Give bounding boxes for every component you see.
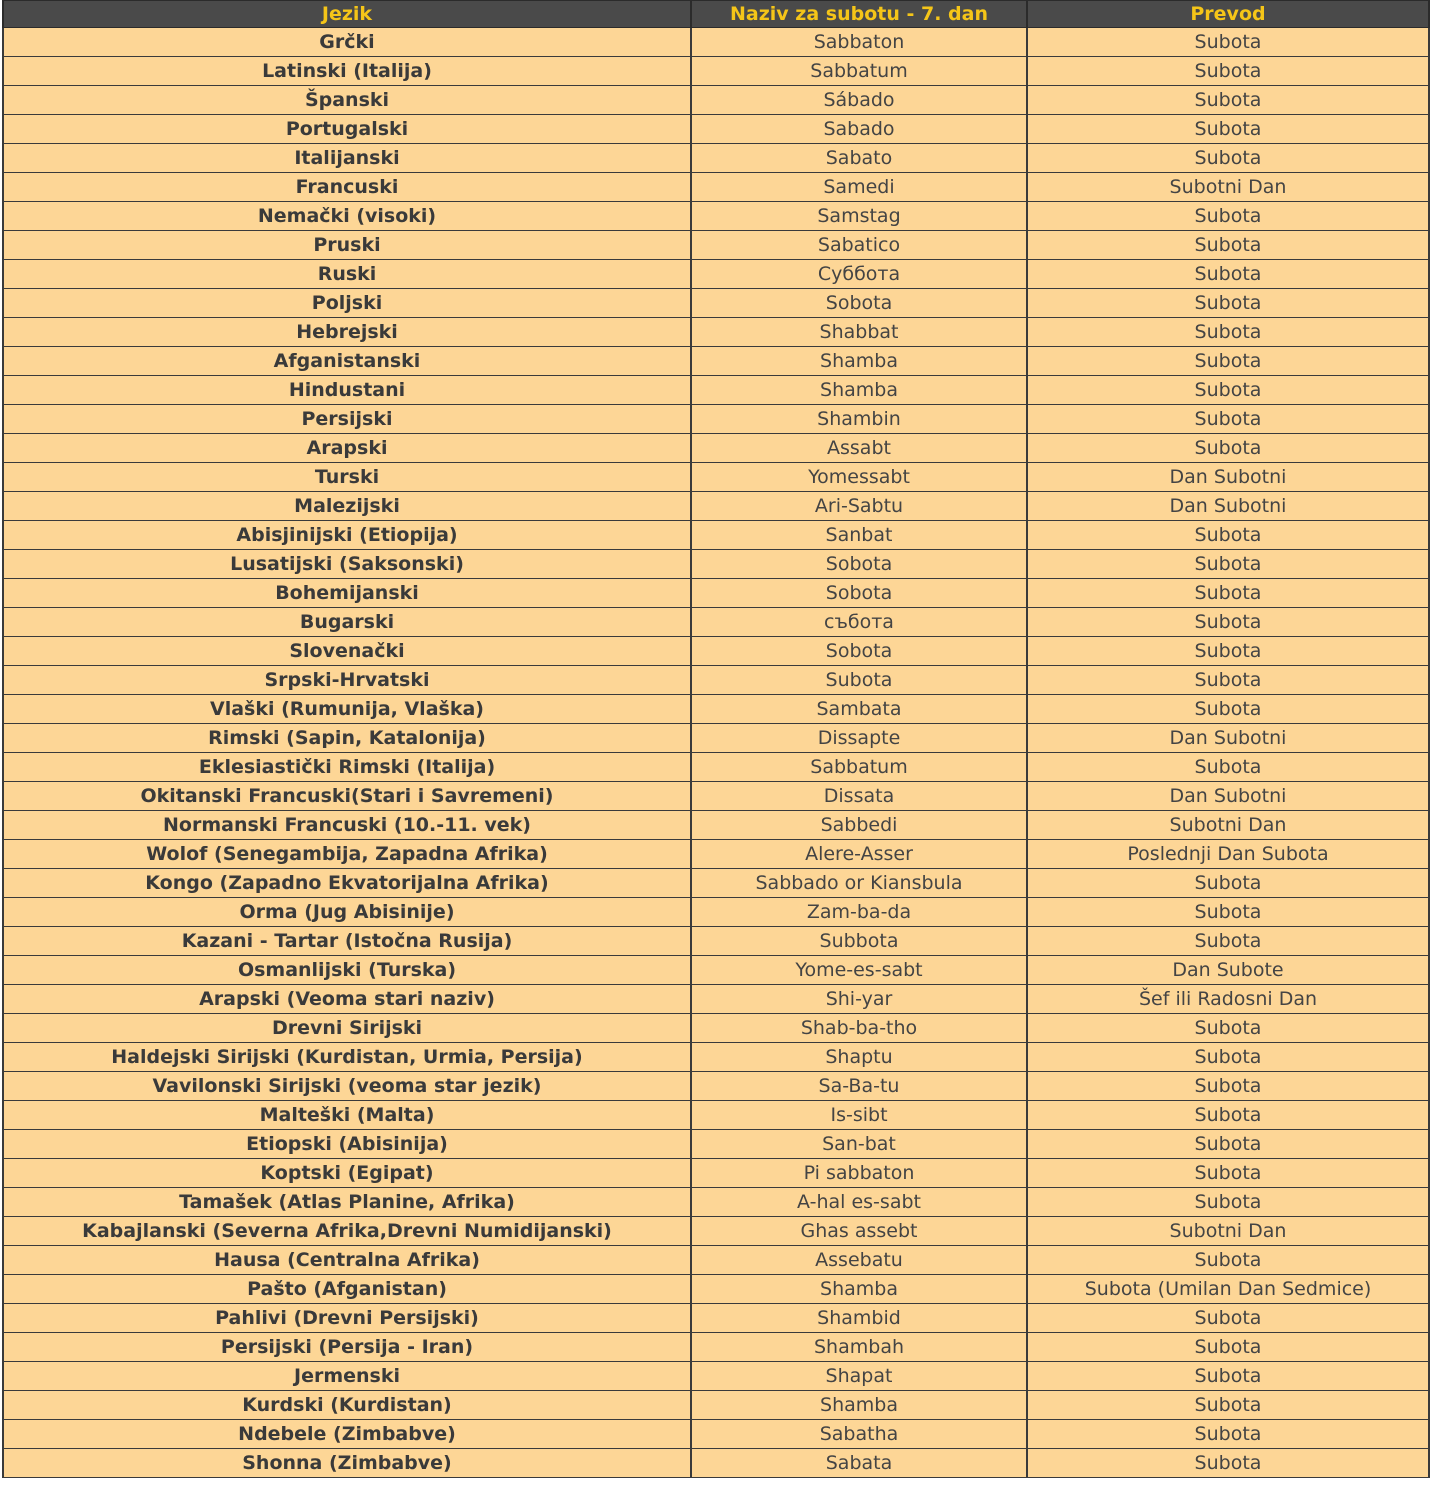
cell-saturday-name: Dissata bbox=[691, 782, 1027, 811]
cell-language: Hebrejski bbox=[3, 318, 691, 347]
cell-saturday-name: Shamba bbox=[691, 1391, 1027, 1420]
cell-language: Srpski-Hrvatski bbox=[3, 666, 691, 695]
table-row bbox=[3, 289, 1429, 318]
cell-translation: Subota bbox=[1027, 231, 1429, 260]
table-row bbox=[3, 1217, 1429, 1246]
table-row bbox=[3, 521, 1429, 550]
cell-language: Kurdski (Kurdistan) bbox=[3, 1391, 691, 1420]
cell-language: Hindustani bbox=[3, 376, 691, 405]
table-row bbox=[3, 202, 1429, 231]
cell-saturday-name: Samstag bbox=[691, 202, 1027, 231]
cell-language: Grčki bbox=[3, 28, 691, 57]
cell-language: Wolof (Senegambija, Zapadna Afrika) bbox=[3, 840, 691, 869]
cell-saturday-name: Sobota bbox=[691, 550, 1027, 579]
cell-language: Pašto (Afganistan) bbox=[3, 1275, 691, 1304]
table-row bbox=[3, 753, 1429, 782]
cell-language: Eklesiastički Rimski (Italija) bbox=[3, 753, 691, 782]
table-row bbox=[3, 1362, 1429, 1391]
cell-saturday-name: Shambid bbox=[691, 1304, 1027, 1333]
table-row bbox=[3, 1159, 1429, 1188]
cell-translation: Subotni Dan bbox=[1027, 173, 1429, 202]
table-row bbox=[3, 695, 1429, 724]
cell-language: Abisjinijski (Etiopija) bbox=[3, 521, 691, 550]
cell-translation: Subota bbox=[1027, 144, 1429, 173]
cell-translation: Šef ili Radosni Dan bbox=[1027, 985, 1429, 1014]
table-row bbox=[3, 347, 1429, 376]
cell-translation: Subota bbox=[1027, 753, 1429, 782]
table-row bbox=[3, 840, 1429, 869]
cell-translation: Subota bbox=[1027, 86, 1429, 115]
cell-language: Rimski (Sapin, Katalonija) bbox=[3, 724, 691, 753]
table-row bbox=[3, 608, 1429, 637]
cell-translation: Subotni Dan bbox=[1027, 1217, 1429, 1246]
table-row bbox=[3, 28, 1429, 57]
cell-translation: Subota (Umilan Dan Sedmice) bbox=[1027, 1275, 1429, 1304]
cell-language: Shonna (Zimbabve) bbox=[3, 1449, 691, 1478]
cell-translation: Subota bbox=[1027, 666, 1429, 695]
cell-language: Francuski bbox=[3, 173, 691, 202]
cell-translation: Subota bbox=[1027, 347, 1429, 376]
cell-language: Španski bbox=[3, 86, 691, 115]
cell-saturday-name: Subota bbox=[691, 666, 1027, 695]
cell-language: Tamašek (Atlas Planine, Afrika) bbox=[3, 1188, 691, 1217]
table-row bbox=[3, 1246, 1429, 1275]
table-row bbox=[3, 231, 1429, 260]
cell-saturday-name: Sobota bbox=[691, 637, 1027, 666]
cell-saturday-name: Shamba bbox=[691, 347, 1027, 376]
cell-saturday-name: Subbota bbox=[691, 927, 1027, 956]
header-row bbox=[3, 1, 1429, 28]
cell-saturday-name: Shamba bbox=[691, 1275, 1027, 1304]
cell-saturday-name: Суббота bbox=[691, 260, 1027, 289]
cell-saturday-name: Shi-yar bbox=[691, 985, 1027, 1014]
cell-translation: Dan Subote bbox=[1027, 956, 1429, 985]
cell-saturday-name: Sabado bbox=[691, 115, 1027, 144]
cell-translation: Subota bbox=[1027, 1159, 1429, 1188]
cell-language: Lusatijski (Saksonski) bbox=[3, 550, 691, 579]
table-row bbox=[3, 1449, 1429, 1478]
cell-translation: Subota bbox=[1027, 1188, 1429, 1217]
table-row bbox=[3, 811, 1429, 840]
table-header bbox=[3, 1, 1429, 28]
table-row bbox=[3, 318, 1429, 347]
cell-saturday-name: Shabbat bbox=[691, 318, 1027, 347]
cell-saturday-name: Assabt bbox=[691, 434, 1027, 463]
cell-saturday-name: Assebatu bbox=[691, 1246, 1027, 1275]
cell-translation: Subota bbox=[1027, 695, 1429, 724]
cell-language: Orma (Jug Abisinije) bbox=[3, 898, 691, 927]
table-row bbox=[3, 898, 1429, 927]
cell-translation: Dan Subotni bbox=[1027, 724, 1429, 753]
cell-saturday-name: Sabbatum bbox=[691, 753, 1027, 782]
table-row bbox=[3, 405, 1429, 434]
cell-language: Ruski bbox=[3, 260, 691, 289]
cell-saturday-name: събота bbox=[691, 608, 1027, 637]
cell-translation: Subota bbox=[1027, 260, 1429, 289]
cell-saturday-name: Shambin bbox=[691, 405, 1027, 434]
cell-translation: Subota bbox=[1027, 57, 1429, 86]
table-row bbox=[3, 956, 1429, 985]
table-row bbox=[3, 376, 1429, 405]
table-row bbox=[3, 1130, 1429, 1159]
table-body bbox=[3, 28, 1429, 1478]
cell-translation: Subota bbox=[1027, 434, 1429, 463]
cell-language: Afganistanski bbox=[3, 347, 691, 376]
cell-translation: Subota bbox=[1027, 1449, 1429, 1478]
cell-saturday-name: Sobota bbox=[691, 579, 1027, 608]
cell-language: Persijski (Persija - Iran) bbox=[3, 1333, 691, 1362]
cell-saturday-name: Sabbaton bbox=[691, 28, 1027, 57]
sabbath-names-table bbox=[2, 0, 1430, 1478]
cell-saturday-name: Sa-Ba-tu bbox=[691, 1072, 1027, 1101]
cell-language: Turski bbox=[3, 463, 691, 492]
cell-language: Etiopski (Abisinija) bbox=[3, 1130, 691, 1159]
cell-saturday-name: Sabatha bbox=[691, 1420, 1027, 1449]
cell-language: Kazani - Tartar (Istočna Rusija) bbox=[3, 927, 691, 956]
cell-language: Kabajlanski (Severna Afrika,Drevni Numidijanski) bbox=[3, 1217, 691, 1246]
table-row bbox=[3, 782, 1429, 811]
cell-translation: Subota bbox=[1027, 521, 1429, 550]
cell-language: Portugalski bbox=[3, 115, 691, 144]
cell-saturday-name: Sábado bbox=[691, 86, 1027, 115]
cell-saturday-name: Sabatico bbox=[691, 231, 1027, 260]
cell-language: Koptski (Egipat) bbox=[3, 1159, 691, 1188]
cell-translation: Dan Subotni bbox=[1027, 463, 1429, 492]
header-language: Jezik bbox=[3, 1, 691, 28]
cell-saturday-name: Sanbat bbox=[691, 521, 1027, 550]
table-row bbox=[3, 86, 1429, 115]
cell-language: Latinski (Italija) bbox=[3, 57, 691, 86]
cell-translation: Dan Subotni bbox=[1027, 492, 1429, 521]
table-row bbox=[3, 1072, 1429, 1101]
table-row bbox=[3, 724, 1429, 753]
cell-saturday-name: Sabbatum bbox=[691, 57, 1027, 86]
cell-saturday-name: Samedi bbox=[691, 173, 1027, 202]
cell-saturday-name: San-bat bbox=[691, 1130, 1027, 1159]
cell-translation: Subota bbox=[1027, 28, 1429, 57]
table-row bbox=[3, 115, 1429, 144]
table-row bbox=[3, 144, 1429, 173]
cell-saturday-name: Ari-Sabtu bbox=[691, 492, 1027, 521]
table-row bbox=[3, 57, 1429, 86]
cell-language: Drevni Sirijski bbox=[3, 1014, 691, 1043]
table-row bbox=[3, 1420, 1429, 1449]
cell-translation: Subota bbox=[1027, 1043, 1429, 1072]
cell-saturday-name: A-hal es-sabt bbox=[691, 1188, 1027, 1217]
cell-saturday-name: Pi sabbaton bbox=[691, 1159, 1027, 1188]
table-row bbox=[3, 1333, 1429, 1362]
cell-language: Pahlivi (Drevni Persijski) bbox=[3, 1304, 691, 1333]
table-row bbox=[3, 463, 1429, 492]
cell-translation: Subota bbox=[1027, 898, 1429, 927]
cell-language: Slovenački bbox=[3, 637, 691, 666]
table-row bbox=[3, 927, 1429, 956]
cell-translation: Subota bbox=[1027, 289, 1429, 318]
table-row bbox=[3, 1101, 1429, 1130]
table-row bbox=[3, 1188, 1429, 1217]
cell-translation: Subota bbox=[1027, 1304, 1429, 1333]
table-row bbox=[3, 434, 1429, 463]
cell-language: Ndebele (Zimbabve) bbox=[3, 1420, 691, 1449]
cell-saturday-name: Ghas assebt bbox=[691, 1217, 1027, 1246]
cell-saturday-name: Alere-Asser bbox=[691, 840, 1027, 869]
cell-translation: Subota bbox=[1027, 1072, 1429, 1101]
cell-saturday-name: Shambah bbox=[691, 1333, 1027, 1362]
cell-translation: Subota bbox=[1027, 376, 1429, 405]
header-translation: Prevod bbox=[1027, 1, 1429, 28]
cell-saturday-name: Sabato bbox=[691, 144, 1027, 173]
cell-language: Persijski bbox=[3, 405, 691, 434]
cell-translation: Subota bbox=[1027, 637, 1429, 666]
cell-saturday-name: Yomessabt bbox=[691, 463, 1027, 492]
cell-translation: Poslednji Dan Subota bbox=[1027, 840, 1429, 869]
cell-translation: Subota bbox=[1027, 318, 1429, 347]
table-row bbox=[3, 1275, 1429, 1304]
cell-language: Arapski bbox=[3, 434, 691, 463]
cell-language: Normanski Francuski (10.-11. vek) bbox=[3, 811, 691, 840]
table-row bbox=[3, 985, 1429, 1014]
cell-saturday-name: Is-sibt bbox=[691, 1101, 1027, 1130]
cell-language: Kongo (Zapadno Ekvatorijalna Afrika) bbox=[3, 869, 691, 898]
cell-language: Bohemijanski bbox=[3, 579, 691, 608]
cell-language: Vlaški (Rumunija, Vlaška) bbox=[3, 695, 691, 724]
cell-language: Hausa (Centralna Afrika) bbox=[3, 1246, 691, 1275]
cell-language: Jermenski bbox=[3, 1362, 691, 1391]
cell-translation: Subota bbox=[1027, 1101, 1429, 1130]
table-row bbox=[3, 1043, 1429, 1072]
table-row bbox=[3, 637, 1429, 666]
table-row bbox=[3, 260, 1429, 289]
cell-translation: Subota bbox=[1027, 202, 1429, 231]
cell-translation: Subota bbox=[1027, 550, 1429, 579]
cell-language: Haldejski Sirijski (Kurdistan, Urmia, Persija) bbox=[3, 1043, 691, 1072]
cell-translation: Subota bbox=[1027, 1420, 1429, 1449]
cell-translation: Subotni Dan bbox=[1027, 811, 1429, 840]
cell-language: Osmanlijski (Turska) bbox=[3, 956, 691, 985]
cell-translation: Subota bbox=[1027, 927, 1429, 956]
cell-saturday-name: Shaptu bbox=[691, 1043, 1027, 1072]
table-row bbox=[3, 1304, 1429, 1333]
cell-saturday-name: Yome-es-sabt bbox=[691, 956, 1027, 985]
cell-saturday-name: Shamba bbox=[691, 376, 1027, 405]
cell-saturday-name: Sambata bbox=[691, 695, 1027, 724]
cell-translation: Subota bbox=[1027, 869, 1429, 898]
cell-translation: Subota bbox=[1027, 608, 1429, 637]
cell-saturday-name: Sabata bbox=[691, 1449, 1027, 1478]
cell-saturday-name: Zam-ba-da bbox=[691, 898, 1027, 927]
table-row bbox=[3, 579, 1429, 608]
cell-saturday-name: Sabbado or Kiansbula bbox=[691, 869, 1027, 898]
cell-translation: Subota bbox=[1027, 1333, 1429, 1362]
cell-saturday-name: Sabbedi bbox=[691, 811, 1027, 840]
table-row bbox=[3, 492, 1429, 521]
cell-translation: Subota bbox=[1027, 1362, 1429, 1391]
cell-translation: Subota bbox=[1027, 405, 1429, 434]
table-row bbox=[3, 1391, 1429, 1420]
cell-language: Malezijski bbox=[3, 492, 691, 521]
cell-language: Arapski (Veoma stari naziv) bbox=[3, 985, 691, 1014]
cell-translation: Dan Subotni bbox=[1027, 782, 1429, 811]
cell-translation: Subota bbox=[1027, 115, 1429, 144]
cell-saturday-name: Shapat bbox=[691, 1362, 1027, 1391]
table-row bbox=[3, 666, 1429, 695]
cell-translation: Subota bbox=[1027, 1014, 1429, 1043]
cell-saturday-name: Sobota bbox=[691, 289, 1027, 318]
cell-translation: Subota bbox=[1027, 1246, 1429, 1275]
cell-language: Pruski bbox=[3, 231, 691, 260]
table-row bbox=[3, 550, 1429, 579]
cell-language: Bugarski bbox=[3, 608, 691, 637]
table-row bbox=[3, 1014, 1429, 1043]
cell-translation: Subota bbox=[1027, 1130, 1429, 1159]
cell-language: Okitanski Francuski(Stari i Savremeni) bbox=[3, 782, 691, 811]
cell-language: Malteški (Malta) bbox=[3, 1101, 691, 1130]
cell-saturday-name: Dissapte bbox=[691, 724, 1027, 753]
header-name-for-saturday: Naziv za subotu - 7. dan bbox=[691, 1, 1027, 28]
cell-translation: Subota bbox=[1027, 579, 1429, 608]
cell-translation: Subota bbox=[1027, 1391, 1429, 1420]
table-row bbox=[3, 869, 1429, 898]
cell-language: Italijanski bbox=[3, 144, 691, 173]
table-row bbox=[3, 173, 1429, 202]
cell-saturday-name: Shab-ba-tho bbox=[691, 1014, 1027, 1043]
cell-language: Vavilonski Sirijski (veoma star jezik) bbox=[3, 1072, 691, 1101]
cell-language: Poljski bbox=[3, 289, 691, 318]
cell-language: Nemački (visoki) bbox=[3, 202, 691, 231]
